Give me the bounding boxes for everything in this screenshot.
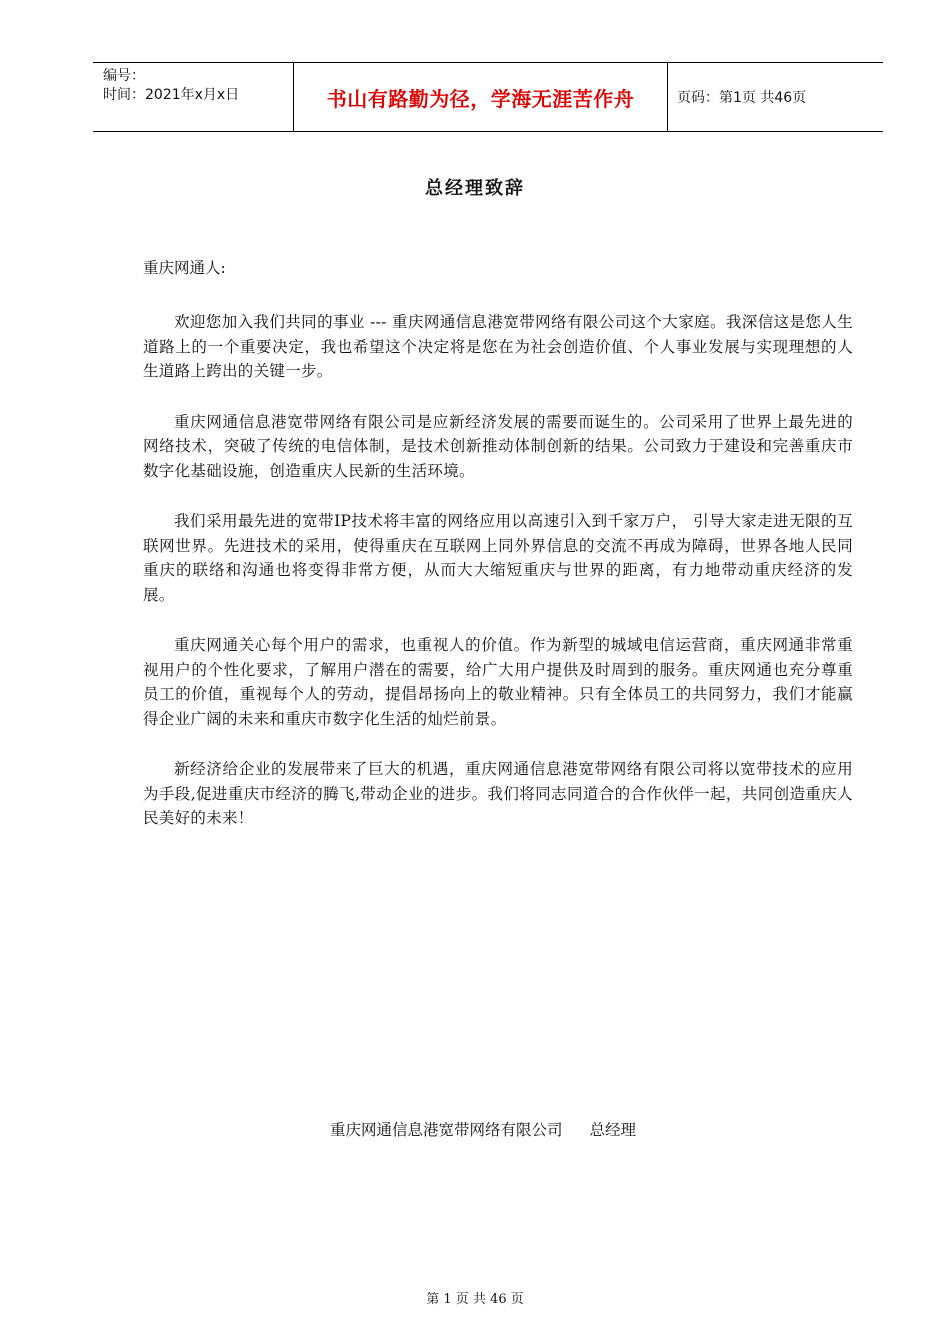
signature-company: 重庆网通信息港宽带网络有限公司 — [330, 1121, 563, 1139]
letter-body — [143, 256, 853, 857]
signature-title: 总经理 — [589, 1121, 636, 1139]
time-label: 时间：2021年x月x日 — [103, 87, 240, 103]
header-meta — [93, 63, 293, 131]
header-motto-cell — [293, 63, 668, 131]
page-footer: 第 1 页 共 46 页 — [426, 1292, 524, 1307]
paragraph-4: 重庆网通关心每个用户的需求，也重视人的价值。作为新型的城域电信运营商，重庆网通非常重视用户的个性化要求，了解用户潜在的需要，给广大用户提供及时周到的服务。重庆网通也充分尊重员工的价值，重视每个人的劳动，提倡昂扬向上的敬业精神。只有全体员工的共同努力，我们才能赢得企业广阔的未来和重庆市数字化生活的灿烂前景。 — [143, 636, 853, 728]
page-header — [93, 62, 883, 132]
signature — [330, 1118, 636, 1140]
paragraph-1: 欢迎您加入我们共同的事业 --- 重庆网通信息港宽带网络有限公司这个大家庭。我深信这是您人生道路上的一个重要决定，我也希望这个决定将是您在为社会创造价值、个人事业发展与实现理想的人生道路上跨出的关键一步。 — [143, 313, 853, 380]
header-page-cell — [667, 63, 883, 131]
paragraph-2: 重庆网通信息港宽带网络有限公司是应新经济发展的需要而诞生的。公司采用了世界上最先进的网络技术，突破了传统的电信体制，是技术创新推动体制创新的结果。公司致力于建设和完善重庆市数字化基础设施，创造重庆人民新的生活环境。 — [143, 412, 853, 480]
motto: 书山有路勤为径，学海无涯苦作舟 — [326, 86, 635, 111]
paragraph-3: 我们采用最先进的宽带IP技术将丰富的网络应用以高速引入到千家万户， 引导大家走进无限的互联网世界。先进技术的采用，使得重庆在互联网上同外界信息的交流不再成为障碍，世界各地人民同重庆的联络和沟通也将变得非常方便，从而大大缩短重庆与世界的距离，有力地带动重庆经济的发展。 — [143, 512, 853, 604]
document-title: 总经理致辞 — [425, 178, 525, 199]
page-info: 页码：第1页 共46页 — [677, 90, 807, 106]
salutation: 重庆网通人: — [143, 259, 226, 277]
paragraph-5: 新经济给企业的发展带来了巨大的机遇，重庆网通信息港宽带网络有限公司将以宽带技术的应用为手段,促进重庆市经济的腾飞,带动企业的进步。我们将同志同道合的合作伙伴一起，共同创造重庆人民美好的未来！ — [143, 760, 853, 827]
number-label: 编号： — [103, 68, 145, 84]
